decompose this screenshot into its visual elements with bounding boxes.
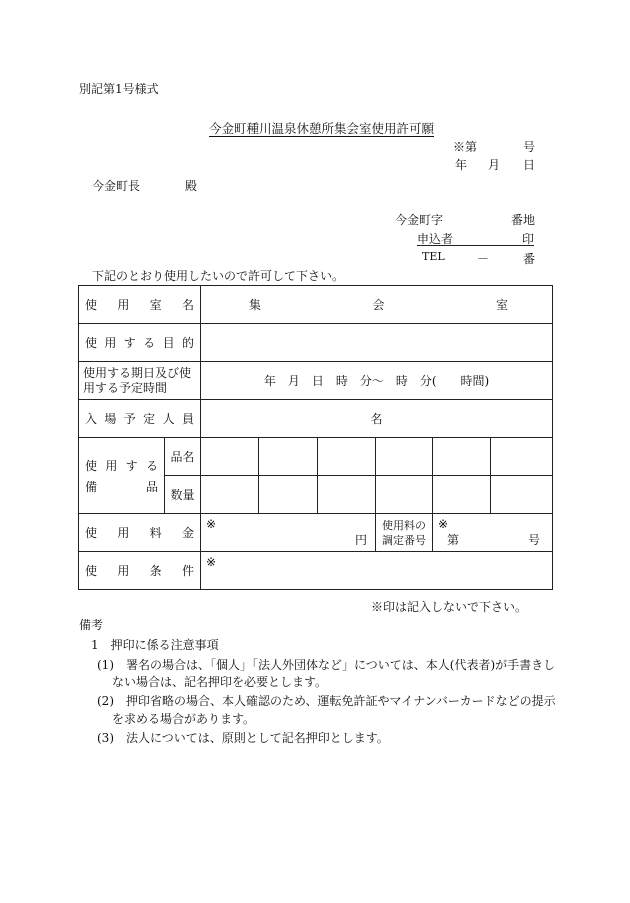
addressee-honorific: 殿 bbox=[185, 179, 198, 193]
receipt-number-go: 号 bbox=[523, 140, 536, 154]
item-name-cell[interactable] bbox=[201, 438, 259, 476]
equipment-label: 使 用 す る 備 品 bbox=[79, 438, 165, 514]
tel-label: TEL bbox=[422, 250, 445, 263]
quantity-label: 数量 bbox=[165, 476, 201, 514]
item-name-cell[interactable] bbox=[376, 438, 433, 476]
purpose-row bbox=[79, 324, 553, 362]
addressee-mayor: 今金町長 bbox=[92, 179, 141, 193]
note-1-line-2: ない場合は、記名押印を必要とします。 bbox=[112, 675, 328, 689]
item-name-cell[interactable] bbox=[491, 438, 553, 476]
quantity-cell[interactable] bbox=[259, 476, 318, 514]
note-2-line-2: を求める場合があります。 bbox=[112, 712, 256, 726]
room-name-value: 集 会 室 bbox=[201, 286, 553, 324]
date-month: 月 bbox=[488, 158, 501, 172]
footnote: ※印は記入しないで下さい。 bbox=[371, 600, 528, 614]
purpose-input[interactable] bbox=[201, 324, 553, 362]
request-text: 下記のとおり使用したいので許可して下さい。 bbox=[92, 269, 345, 283]
conditions-row bbox=[79, 552, 553, 590]
conditions-mark: ※ bbox=[206, 555, 217, 569]
room-name-row bbox=[79, 286, 553, 324]
note-1-line-1: (1) 署名の場合は、「個人」「法人外団体など」については、本人(代表者)が手書きし bbox=[97, 658, 556, 672]
quantity-cell[interactable] bbox=[433, 476, 491, 514]
item-name-cell[interactable] bbox=[318, 438, 376, 476]
tel-dash: － bbox=[477, 252, 490, 266]
application-table bbox=[78, 285, 553, 590]
fee-row bbox=[79, 514, 553, 552]
item-name-cell[interactable] bbox=[433, 438, 491, 476]
fee-label: 使 用 料 金 bbox=[79, 514, 201, 552]
equipment-name-row bbox=[79, 438, 553, 476]
fee-number-value bbox=[433, 514, 553, 552]
purpose-label: 使 用 す る 目 的 bbox=[79, 324, 201, 362]
date-year: 年 bbox=[455, 158, 468, 172]
attendees-label: 入 場 予 定 人 員 bbox=[79, 400, 201, 438]
room-name-label: 使 用 室 名 bbox=[79, 286, 201, 324]
seal-mark: 印 bbox=[521, 232, 534, 246]
applicant-address-prefix: 今金町字 bbox=[395, 213, 444, 227]
date-day: 日 bbox=[523, 158, 536, 172]
page-title: 今金町種川温泉休憩所集会室使用許可願 bbox=[209, 121, 435, 136]
attendees-row bbox=[79, 400, 553, 438]
applicant-label: 申込者 bbox=[417, 232, 454, 246]
fee-unit: 円 bbox=[354, 533, 367, 547]
fee-value bbox=[201, 514, 376, 552]
fee-mark: ※ bbox=[206, 517, 217, 531]
note-2-line-1: (2) 押印省略の場合、本人確認のため、運転免許証やマイナンバーカードなどの提示 bbox=[97, 694, 556, 708]
quantity-cell[interactable] bbox=[201, 476, 259, 514]
attendees-input[interactable]: 名 bbox=[201, 400, 553, 438]
period-row bbox=[79, 362, 553, 400]
notes-heading: 備考 bbox=[79, 618, 104, 632]
fee-number-mark: ※ bbox=[438, 517, 449, 531]
fee-number-suffix: 号 bbox=[528, 533, 541, 547]
fee-number-label: 使用料の 調定番号 bbox=[376, 514, 433, 552]
form-number: 別記第1号様式 bbox=[79, 82, 159, 96]
item-name-label: 品名 bbox=[165, 438, 201, 476]
item-name-cell[interactable] bbox=[259, 438, 318, 476]
receipt-number-mark: ※第 bbox=[453, 140, 478, 154]
notes-item-1: 1 押印に係る注意事項 bbox=[91, 638, 219, 652]
quantity-cell[interactable] bbox=[491, 476, 553, 514]
period-input[interactable]: 年 月 日 時 分～ 時 分( 時間) bbox=[201, 362, 553, 400]
applicant-address-suffix: 番地 bbox=[511, 213, 536, 227]
quantity-cell[interactable] bbox=[318, 476, 376, 514]
conditions-value bbox=[201, 552, 553, 590]
quantity-cell[interactable] bbox=[376, 476, 433, 514]
conditions-label: 使 用 条 件 bbox=[79, 552, 201, 590]
fee-number-prefix: 第 bbox=[447, 533, 460, 547]
applicant-name-line bbox=[417, 230, 534, 246]
tel-suffix: 番 bbox=[523, 252, 536, 266]
note-3-line-1: (3) 法人については、原則として記名押印とします。 bbox=[97, 731, 389, 745]
period-label: 使用する期日及び使 用する予定時間 bbox=[79, 362, 201, 400]
